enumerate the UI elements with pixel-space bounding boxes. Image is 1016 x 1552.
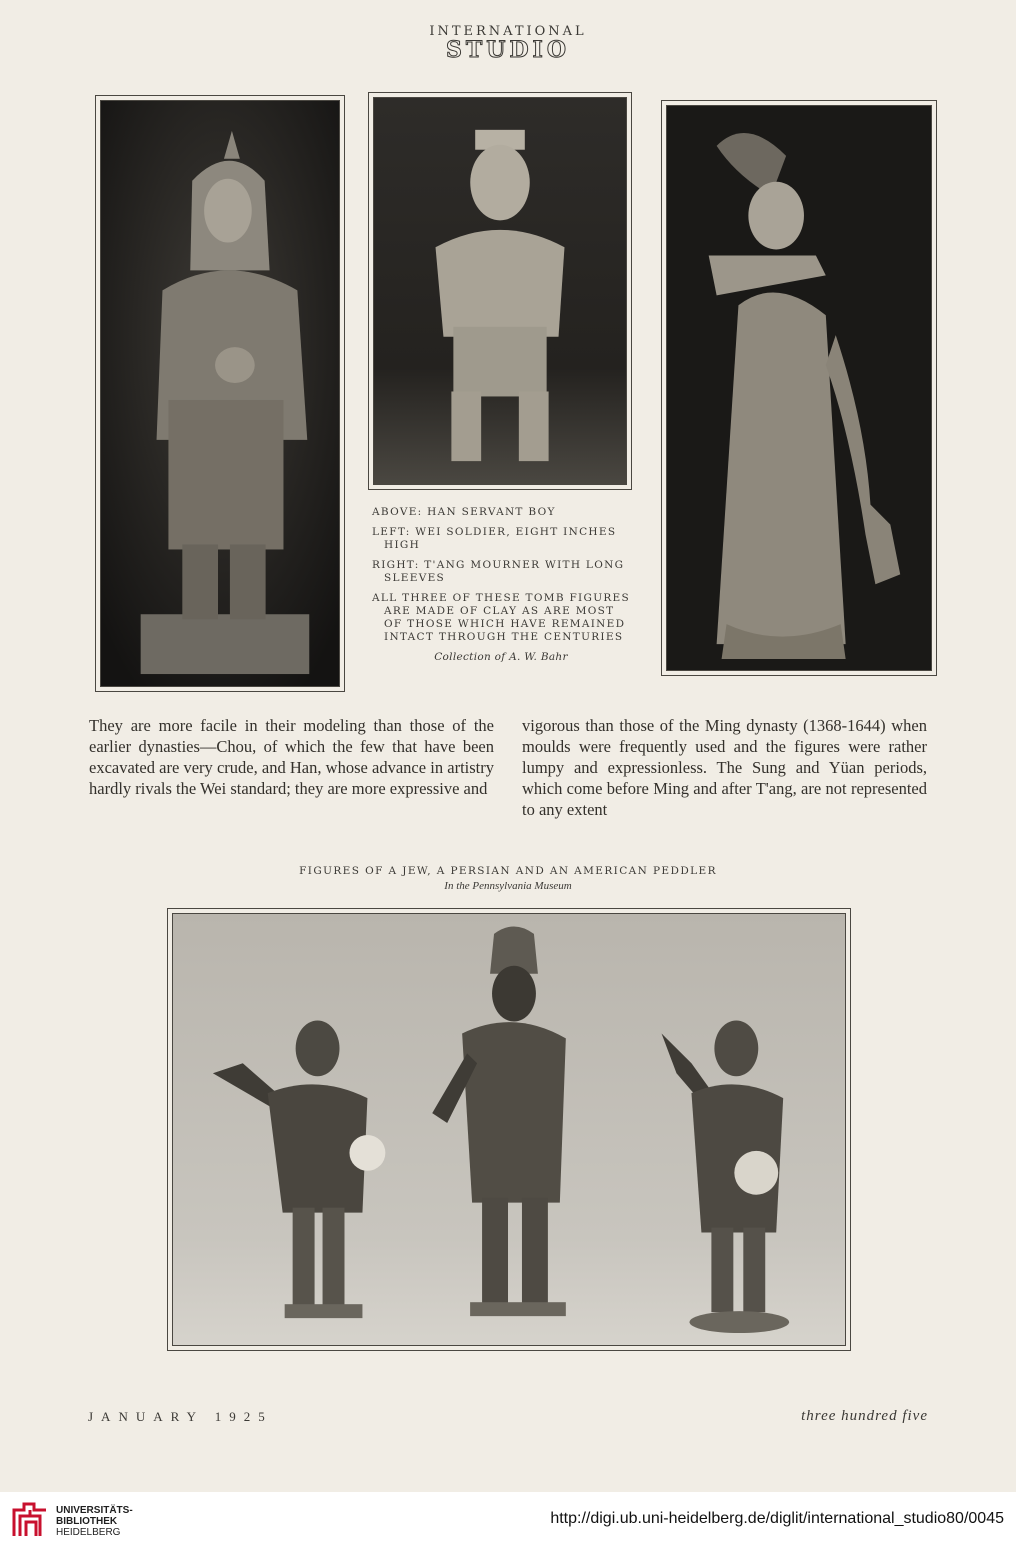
masthead [0, 24, 1016, 63]
library-name [56, 1505, 133, 1538]
university-library-logo-icon [10, 1500, 50, 1540]
library-name-line-1: UNIVERSITÄTS- [56, 1505, 133, 1516]
body-text-left-column: They are more facile in their modeling than those of the earlier dynasties—Chou, of which the few that have been excavated are very crude, and Han, whose advance in artistry hardly rivals the Wei standard; they are more expressive and [89, 716, 494, 798]
library-bar [0, 1492, 1016, 1552]
masthead-line-2: STUDIO [446, 37, 570, 63]
body-text-right-column: vigorous than those of the Ming dynasty (1368-1644) when moulds were frequently used and the figures were rather lumpy and expressionless. The Sung and Yüan periods, which come before Ming and after T'ang, are not represented to any extent [522, 716, 927, 819]
top-caption [372, 506, 630, 671]
caption-above: ABOVE: HAN SERVANT BOY [372, 506, 556, 518]
photo-tang-mourner [661, 100, 937, 676]
bottom-caption-title: FIGURES OF A JEW, A PERSIAN AND AN AMERICAN PEDDLER [299, 865, 717, 877]
library-name-line-3: HEIDELBERG [56, 1527, 121, 1538]
library-name-line-2: BIBLIOTHEK [56, 1516, 118, 1527]
han-servant-figure [374, 98, 626, 484]
caption-left: LEFT: WEI SOLDIER, EIGHT INCHES HIGH [372, 526, 617, 551]
photo-han-servant-boy [368, 92, 632, 490]
caption-all-three: ALL THREE OF THESE TOMB FIGURES ARE MADE OF CLAY AS ARE MOST OF THOSE WHICH HAVE REMAINED INTACT THROUGH THE CENTURIES [372, 592, 631, 643]
source-url-link[interactable]: http://digi.ub.uni-heidelberg.de/diglit/international_studio80/0045 [550, 1510, 1004, 1527]
tang-mourner-figure [667, 106, 931, 670]
caption-collection-credit: Collection of A. W. Bahr [434, 651, 568, 663]
masthead-line-1: INTERNATIONAL [429, 24, 587, 39]
bottom-caption-credit: In the Pennsylvania Museum [444, 880, 572, 892]
photo-wei-soldier [95, 95, 345, 692]
photo-three-peddlers [167, 908, 851, 1351]
footer-page-number: three hundred five [801, 1408, 928, 1424]
peddler-figures [173, 914, 845, 1345]
bottom-caption [0, 865, 1016, 892]
caption-right: RIGHT: T'ANG MOURNER WITH LONG SLEEVES [372, 559, 625, 584]
wei-soldier-figure [101, 101, 339, 686]
footer-date: JANUARY 1925 [88, 1409, 273, 1424]
